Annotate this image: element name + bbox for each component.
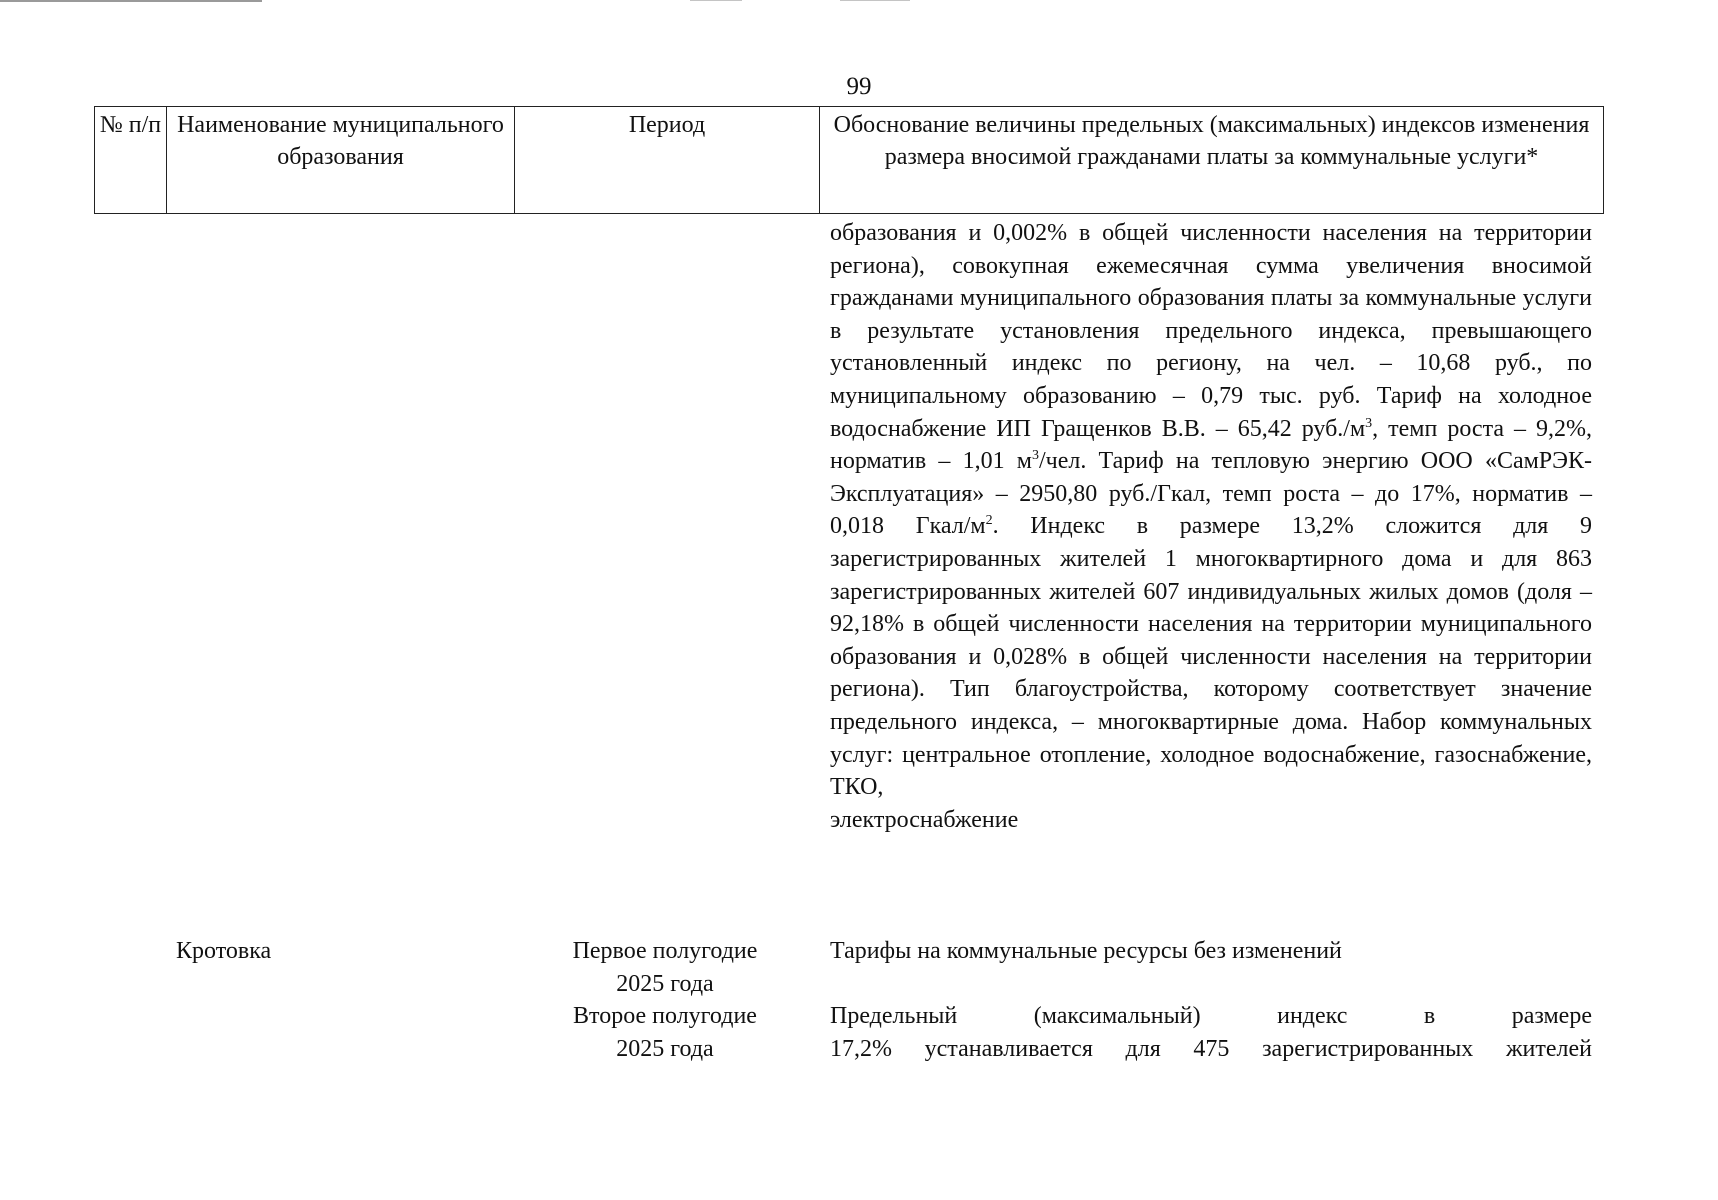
period-first-half: Первое полугодие 2025 года xyxy=(572,938,758,997)
scan-artifact-line xyxy=(0,0,262,2)
header-number-column: № п/п xyxy=(95,107,167,214)
scan-artifact-line xyxy=(690,0,742,1)
municipality-name: Кротовка xyxy=(176,938,272,964)
page-number: 99 xyxy=(846,73,872,100)
justification-paragraph: образования и 0,002% в общей численности населения на территории региона), совокупная ежемесячная сумма увеличения вносимой гражданами муниципального образования платы за коммунальные услуги в результате установления предельного индекса, превышающего установленный индекс по региону, на чел. – 10,68 руб., по муниципальному образованию – 0,79 тыс. руб. Тариф на холодное водоснабжение ИП Гращенков В.В. – 65,42 $руб./м^3$, темп роста – 9,2%, норматив – 1,01 $м^3$/чел. Тариф на тепловую энергию ООО «СамРЭК-Эксплуатация» – 2950,80 руб./Гкал, темп роста – до 17%, норматив – 0,018 Гкал/$м^2$. Индекс в размере 13,2% сложится для 9 зарегистрированных жителей 1 многоквартирного дома и для 863 зарегистрированных жителей 607 индивидуальных жилых домов (доля – 92,18% в общей численности населения на территории муниципального образования и 0,028% в общей численности населения на территории региона). Тип благоустройства, которому соответствует значение предельного индекса, – многоквартирные дома. Набор коммунальных услуг: центральное отопление, холодное водоснабжение, газоснабжение, ТКО, xyxy=(830,220,1592,801)
period-second-half: Второе полугодие 2025 года xyxy=(573,1003,757,1062)
header-period-column: Период xyxy=(515,107,820,214)
table-header xyxy=(94,106,1604,214)
justification-last-line: электроснабжение xyxy=(830,806,1019,833)
scan-artifact-line xyxy=(840,0,910,1)
header-municipality-column: Наименование муниципального образования xyxy=(167,107,515,214)
header-justification-column: Обоснование величины предельных (максимальных) индексов изменения размера вносимой гражданами платы за коммунальные услуги* xyxy=(820,107,1604,214)
justification-continuation xyxy=(830,217,1592,836)
basis-first-half: Тарифы на коммунальные ресурсы без изменений xyxy=(830,938,1342,964)
basis-second-half: Предельный (максимальный) индекс в размере 17,2% устанавливается для 475 зарегистрированных жителей xyxy=(830,1003,1592,1062)
